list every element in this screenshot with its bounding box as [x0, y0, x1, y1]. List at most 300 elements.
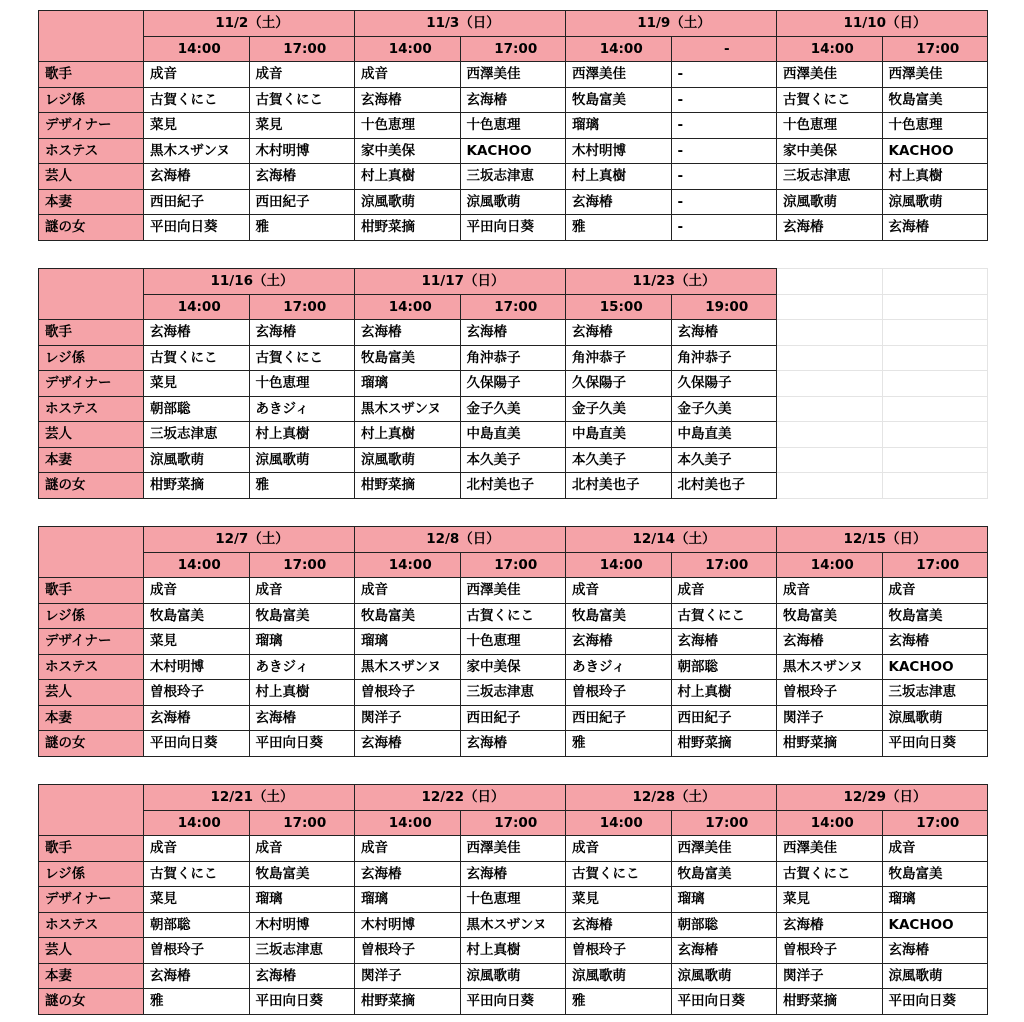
cast-cell: 玄海椿 [355, 861, 461, 887]
empty-cell [777, 269, 883, 295]
empty-cell [882, 473, 988, 499]
cast-cell: 玄海椿 [671, 320, 777, 346]
role-label: 本妻 [39, 447, 144, 473]
corner-cell [39, 527, 144, 578]
table-row [39, 215, 988, 241]
role-label: 謎の女 [39, 989, 144, 1015]
cast-cell: 牧島富美 [882, 87, 988, 113]
cast-cell: 十色恵理 [460, 887, 566, 913]
cast-cell: 西澤美佳 [882, 62, 988, 88]
cast-cell: 柑野菜摘 [144, 473, 250, 499]
role-label: 謎の女 [39, 731, 144, 757]
cast-cell: 三坂志津恵 [460, 680, 566, 706]
cast-cell: 玄海椿 [882, 215, 988, 241]
empty-cell [882, 422, 988, 448]
cast-cell: 木村明博 [144, 654, 250, 680]
cast-cell: 十色恵理 [460, 113, 566, 139]
empty-cell [777, 294, 883, 320]
cast-cell: 玄海椿 [671, 629, 777, 655]
cast-cell: 北村美也子 [671, 473, 777, 499]
table-row [39, 396, 988, 422]
cast-cell: 玄海椿 [777, 912, 883, 938]
cast-cell: 成音 [777, 578, 883, 604]
cast-cell: 成音 [249, 836, 355, 862]
time-header: 17:00 [882, 552, 988, 578]
empty-cell [882, 447, 988, 473]
cast-cell: 菜見 [777, 887, 883, 913]
time-header: 14:00 [777, 810, 883, 836]
cast-cell: 古賀くにこ [249, 87, 355, 113]
empty-cell [777, 345, 883, 371]
cast-cell: KACHOO [460, 138, 566, 164]
role-label: 歌手 [39, 578, 144, 604]
cast-cell: 久保陽子 [671, 371, 777, 397]
role-label: 本妻 [39, 189, 144, 215]
date-header: 11/16（土） [144, 269, 355, 295]
cast-cell: 曽根玲子 [144, 938, 250, 964]
cast-cell: 古賀くにこ [777, 87, 883, 113]
table-row [39, 87, 988, 113]
cast-cell: 家中美保 [460, 654, 566, 680]
time-header: 17:00 [882, 810, 988, 836]
cast-cell: 牧島富美 [355, 603, 461, 629]
time-header: 19:00 [671, 294, 777, 320]
cast-cell: 涼風歌萌 [460, 189, 566, 215]
cast-cell: あきジィ [249, 396, 355, 422]
cast-cell: 雅 [249, 215, 355, 241]
table-row [39, 164, 988, 190]
cast-cell: 瑠璃 [882, 887, 988, 913]
cast-cell: 古賀くにこ [460, 603, 566, 629]
cast-cell: 牧島富美 [566, 603, 672, 629]
cast-cell: 玄海椿 [777, 629, 883, 655]
schedule-block [38, 268, 988, 499]
cast-cell: 成音 [144, 578, 250, 604]
role-label: 謎の女 [39, 473, 144, 499]
cast-cell: 瑠璃 [355, 887, 461, 913]
cast-cell: 涼風歌萌 [355, 447, 461, 473]
time-header: 14:00 [566, 552, 672, 578]
role-label: レジ係 [39, 345, 144, 371]
cast-cell: あきジィ [249, 654, 355, 680]
table-row [39, 836, 988, 862]
cast-cell: 北村美也子 [566, 473, 672, 499]
cast-cell: 成音 [566, 836, 672, 862]
cast-cell: 玄海椿 [882, 938, 988, 964]
cast-cell: 柑野菜摘 [355, 473, 461, 499]
time-header: 17:00 [249, 294, 355, 320]
empty-cell [777, 473, 883, 499]
cast-cell: 村上真樹 [566, 164, 672, 190]
cast-cell: 朝部聡 [671, 912, 777, 938]
cast-cell: 古賀くにこ [777, 861, 883, 887]
time-header: 14:00 [144, 810, 250, 836]
cast-cell: 黒木スザンヌ [777, 654, 883, 680]
cast-cell: 朝部聡 [144, 912, 250, 938]
cast-cell: 久保陽子 [460, 371, 566, 397]
cast-cell: 涼風歌萌 [249, 447, 355, 473]
cast-cell: 木村明博 [249, 912, 355, 938]
cast-cell: 玄海椿 [460, 861, 566, 887]
time-header: 14:00 [355, 552, 461, 578]
date-header: 11/23（土） [566, 269, 777, 295]
cast-cell: 木村明博 [249, 138, 355, 164]
cast-cell: 涼風歌萌 [144, 447, 250, 473]
cast-cell: 曽根玲子 [777, 938, 883, 964]
cast-cell: 平田向日葵 [460, 989, 566, 1015]
role-label: デザイナー [39, 887, 144, 913]
time-header: 17:00 [249, 36, 355, 62]
time-header: 17:00 [671, 552, 777, 578]
table-row [39, 963, 988, 989]
table-row [39, 62, 988, 88]
table-row [39, 371, 988, 397]
cast-cell: 菜見 [144, 887, 250, 913]
role-label: 本妻 [39, 705, 144, 731]
cast-cell: 成音 [671, 578, 777, 604]
cast-cell: 瑠璃 [249, 629, 355, 655]
cast-cell: 涼風歌萌 [671, 963, 777, 989]
cast-cell: 十色恵理 [355, 113, 461, 139]
empty-cell [882, 345, 988, 371]
table-row [39, 138, 988, 164]
time-header: 14:00 [144, 294, 250, 320]
cast-cell: 西澤美佳 [671, 836, 777, 862]
cast-cell: 三坂志津恵 [249, 938, 355, 964]
cast-cell: 西澤美佳 [777, 62, 883, 88]
cast-cell: 三坂志津恵 [777, 164, 883, 190]
cast-cell: 成音 [249, 62, 355, 88]
cast-cell: 牧島富美 [249, 603, 355, 629]
role-label: ホステス [39, 138, 144, 164]
time-header: 14:00 [355, 810, 461, 836]
cast-cell: 玄海椿 [671, 938, 777, 964]
time-header: 14:00 [355, 294, 461, 320]
date-header: 12/21（土） [144, 785, 355, 811]
table-row [39, 629, 988, 655]
table-row [39, 731, 988, 757]
cast-cell: 関洋子 [777, 963, 883, 989]
cast-cell: - [671, 138, 777, 164]
cast-cell: 古賀くにこ [249, 345, 355, 371]
cast-cell: 曽根玲子 [355, 938, 461, 964]
table-row [39, 654, 988, 680]
time-header: 17:00 [460, 810, 566, 836]
cast-cell: 黒木スザンヌ [144, 138, 250, 164]
cast-cell: 西澤美佳 [777, 836, 883, 862]
cast-cell: 木村明博 [355, 912, 461, 938]
cast-cell: 牧島富美 [882, 861, 988, 887]
cast-cell: 平田向日葵 [671, 989, 777, 1015]
cast-cell: 西澤美佳 [460, 836, 566, 862]
cast-cell: 成音 [249, 578, 355, 604]
table-row [39, 473, 988, 499]
cast-cell: 玄海椿 [566, 629, 672, 655]
cast-cell: 瑠璃 [355, 629, 461, 655]
cast-cell: 金子久美 [671, 396, 777, 422]
cast-cell: 成音 [355, 62, 461, 88]
cast-cell: 成音 [355, 836, 461, 862]
cast-cell: 十色恵理 [882, 113, 988, 139]
table-row [39, 861, 988, 887]
cast-cell: 雅 [566, 215, 672, 241]
cast-cell: 牧島富美 [566, 87, 672, 113]
cast-cell: 朝部聡 [144, 396, 250, 422]
cast-cell: 玄海椿 [460, 320, 566, 346]
cast-cell: 角沖恭子 [566, 345, 672, 371]
cast-cell: 村上真樹 [882, 164, 988, 190]
cast-cell: 古賀くにこ [144, 345, 250, 371]
time-header: 17:00 [671, 810, 777, 836]
cast-cell: 古賀くにこ [566, 861, 672, 887]
role-label: 歌手 [39, 836, 144, 862]
cast-cell: 玄海椿 [144, 963, 250, 989]
table-row [39, 938, 988, 964]
cast-cell: 角沖恭子 [671, 345, 777, 371]
cast-cell: 玄海椿 [249, 705, 355, 731]
cast-cell: 柑野菜摘 [777, 989, 883, 1015]
cast-cell: 瑠璃 [249, 887, 355, 913]
cast-cell: 涼風歌萌 [882, 963, 988, 989]
cast-cell: 曽根玲子 [777, 680, 883, 706]
cast-cell: 牧島富美 [671, 861, 777, 887]
cast-cell: 中島直美 [566, 422, 672, 448]
table-row [39, 447, 988, 473]
cast-cell: 成音 [144, 62, 250, 88]
date-header: 12/7（土） [144, 527, 355, 553]
cast-cell: 西田紀子 [566, 705, 672, 731]
cast-cell: 牧島富美 [777, 603, 883, 629]
cast-cell: 柑野菜摘 [671, 731, 777, 757]
date-header: 11/17（日） [355, 269, 566, 295]
cast-cell: 玄海椿 [355, 731, 461, 757]
cast-cell: 三坂志津恵 [882, 680, 988, 706]
time-header: 14:00 [355, 36, 461, 62]
time-header: 17:00 [460, 294, 566, 320]
role-label: デザイナー [39, 629, 144, 655]
corner-cell [39, 785, 144, 836]
cast-cell: 涼風歌萌 [777, 189, 883, 215]
cast-cell: 村上真樹 [249, 680, 355, 706]
cast-cell: 玄海椿 [249, 963, 355, 989]
cast-cell: 玄海椿 [566, 320, 672, 346]
cast-cell: 本久美子 [566, 447, 672, 473]
time-header: 14:00 [144, 36, 250, 62]
empty-cell [882, 320, 988, 346]
cast-cell: - [671, 62, 777, 88]
cast-cell: 成音 [355, 578, 461, 604]
time-header: 14:00 [566, 810, 672, 836]
empty-cell [882, 396, 988, 422]
cast-cell: 菜見 [144, 371, 250, 397]
cast-cell: 村上真樹 [460, 938, 566, 964]
date-header: 11/3（日） [355, 11, 566, 37]
empty-cell [777, 396, 883, 422]
cast-cell: 家中美保 [355, 138, 461, 164]
cast-cell: 古賀くにこ [671, 603, 777, 629]
cast-cell: 三坂志津恵 [144, 422, 250, 448]
role-label: レジ係 [39, 861, 144, 887]
cast-cell: 雅 [566, 989, 672, 1015]
cast-cell: 成音 [144, 836, 250, 862]
cast-cell: - [671, 189, 777, 215]
empty-cell [777, 447, 883, 473]
cast-cell: 平田向日葵 [882, 731, 988, 757]
cast-cell: 本久美子 [460, 447, 566, 473]
schedule-block [38, 526, 988, 757]
cast-cell: KACHOO [882, 654, 988, 680]
cast-cell: 黒木スザンヌ [355, 396, 461, 422]
cast-cell: 玄海椿 [144, 320, 250, 346]
cast-cell: 玄海椿 [777, 215, 883, 241]
date-header: 12/29（日） [777, 785, 988, 811]
cast-cell: 十色恵理 [460, 629, 566, 655]
time-header: 17:00 [249, 552, 355, 578]
cast-cell: 玄海椿 [249, 164, 355, 190]
role-label: 芸人 [39, 164, 144, 190]
time-header: 14:00 [777, 36, 883, 62]
cast-cell: 曽根玲子 [144, 680, 250, 706]
time-header: 17:00 [249, 810, 355, 836]
cast-cell: 玄海椿 [566, 912, 672, 938]
empty-cell [777, 371, 883, 397]
table-row [39, 189, 988, 215]
cast-cell: 北村美也子 [460, 473, 566, 499]
role-label: ホステス [39, 654, 144, 680]
empty-cell [882, 371, 988, 397]
cast-cell: 平田向日葵 [144, 731, 250, 757]
role-label: 謎の女 [39, 215, 144, 241]
cast-cell: 家中美保 [777, 138, 883, 164]
cast-cell: 村上真樹 [355, 164, 461, 190]
table-row [39, 320, 988, 346]
cast-cell: 成音 [566, 578, 672, 604]
cast-cell: 金子久美 [460, 396, 566, 422]
cast-cell: - [671, 87, 777, 113]
cast-cell: 村上真樹 [249, 422, 355, 448]
cast-cell: 牧島富美 [882, 603, 988, 629]
cast-cell: 曽根玲子 [566, 680, 672, 706]
cast-cell: 玄海椿 [460, 731, 566, 757]
cast-cell: 牧島富美 [144, 603, 250, 629]
empty-cell [882, 269, 988, 295]
role-label: レジ係 [39, 603, 144, 629]
cast-cell: 平田向日葵 [460, 215, 566, 241]
time-header: 17:00 [460, 36, 566, 62]
role-label: 歌手 [39, 320, 144, 346]
cast-cell: 久保陽子 [566, 371, 672, 397]
cast-cell: 涼風歌萌 [882, 705, 988, 731]
cast-cell: 平田向日葵 [882, 989, 988, 1015]
cast-cell: 玄海椿 [355, 320, 461, 346]
date-header: 11/2（土） [144, 11, 355, 37]
time-header: 17:00 [460, 552, 566, 578]
cast-cell: 関洋子 [777, 705, 883, 731]
table-row [39, 578, 988, 604]
cast-cell: 雅 [249, 473, 355, 499]
role-label: ホステス [39, 912, 144, 938]
cast-cell: 村上真樹 [355, 422, 461, 448]
role-label: デザイナー [39, 113, 144, 139]
cast-cell: 柑野菜摘 [355, 989, 461, 1015]
cast-cell: 黒木スザンヌ [355, 654, 461, 680]
cast-cell: 瑠璃 [671, 887, 777, 913]
cast-cell: 涼風歌萌 [355, 189, 461, 215]
cast-cell: KACHOO [882, 138, 988, 164]
cast-cell: - [671, 215, 777, 241]
cast-cell: 平田向日葵 [249, 989, 355, 1015]
time-header: 14:00 [144, 552, 250, 578]
table-row [39, 680, 988, 706]
time-header: - [671, 36, 777, 62]
cast-cell: 菜見 [249, 113, 355, 139]
cast-cell: 玄海椿 [460, 87, 566, 113]
time-header: 15:00 [566, 294, 672, 320]
cast-cell: KACHOO [882, 912, 988, 938]
date-header: 11/10（日） [777, 11, 988, 37]
cast-cell: 木村明博 [566, 138, 672, 164]
cast-cell: 菜見 [144, 113, 250, 139]
corner-cell [39, 269, 144, 320]
cast-cell: 曽根玲子 [566, 938, 672, 964]
cast-cell: 本久美子 [671, 447, 777, 473]
cast-cell: 中島直美 [460, 422, 566, 448]
cast-cell: 十色恵理 [777, 113, 883, 139]
date-header: 12/22（日） [355, 785, 566, 811]
role-label: 芸人 [39, 938, 144, 964]
cast-cell: 関洋子 [355, 705, 461, 731]
date-header: 12/15（日） [777, 527, 988, 553]
cast-cell: 三坂志津恵 [460, 164, 566, 190]
cast-cell: 柑野菜摘 [777, 731, 883, 757]
cast-cell: 黒木スザンヌ [460, 912, 566, 938]
table-row [39, 113, 988, 139]
cast-cell: 西澤美佳 [460, 62, 566, 88]
table-row [39, 422, 988, 448]
cast-cell: 玄海椿 [249, 320, 355, 346]
cast-cell: 曽根玲子 [355, 680, 461, 706]
cast-cell: 成音 [882, 578, 988, 604]
empty-cell [777, 422, 883, 448]
cast-cell: 柑野菜摘 [355, 215, 461, 241]
date-header: 12/28（土） [566, 785, 777, 811]
cast-cell: 牧島富美 [355, 345, 461, 371]
date-header: 12/8（日） [355, 527, 566, 553]
cast-cell: 雅 [144, 989, 250, 1015]
role-label: 芸人 [39, 422, 144, 448]
role-label: 本妻 [39, 963, 144, 989]
empty-cell [777, 320, 883, 346]
cast-cell: - [671, 164, 777, 190]
schedule-block [38, 784, 988, 1015]
cast-cell: 牧島富美 [249, 861, 355, 887]
cast-cell: 涼風歌萌 [566, 963, 672, 989]
time-header: 14:00 [777, 552, 883, 578]
cast-cell: 西澤美佳 [566, 62, 672, 88]
cast-cell: - [671, 113, 777, 139]
cast-cell: 西田紀子 [671, 705, 777, 731]
cast-cell: 雅 [566, 731, 672, 757]
cast-cell: 玄海椿 [144, 705, 250, 731]
cast-cell: 村上真樹 [671, 680, 777, 706]
role-label: レジ係 [39, 87, 144, 113]
table-row [39, 989, 988, 1015]
cast-cell: 西田紀子 [249, 189, 355, 215]
cast-cell: 瑠璃 [355, 371, 461, 397]
cast-cell: 関洋子 [355, 963, 461, 989]
role-label: デザイナー [39, 371, 144, 397]
cast-cell: 玄海椿 [566, 189, 672, 215]
